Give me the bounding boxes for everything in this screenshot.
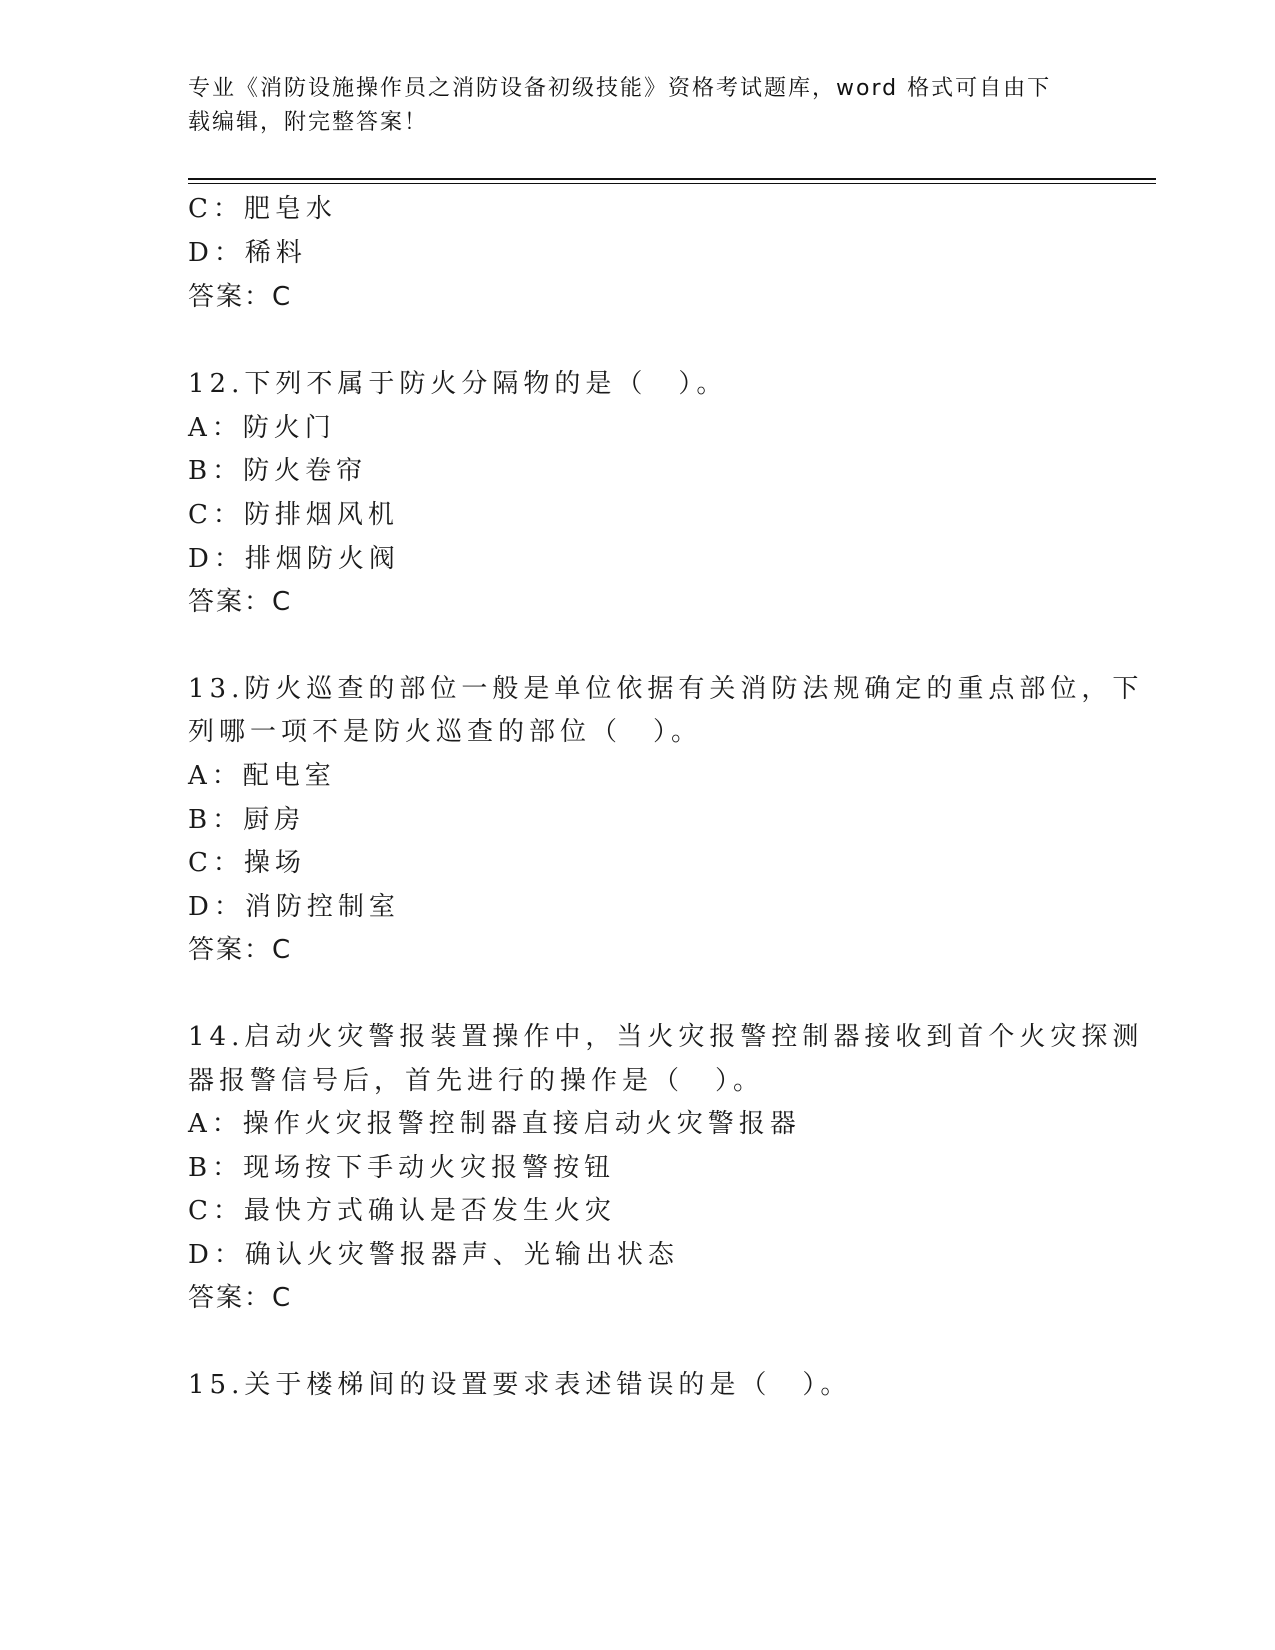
- question-14-option-c: C：最快方式确认是否发生火灾: [188, 1196, 616, 1226]
- option-d: D：稀料: [188, 238, 307, 268]
- question-12-option-a: A：防火门: [188, 413, 336, 443]
- question-15: 15.关于楼梯间的设置要求表述错误的是（ ）。: [188, 1370, 852, 1400]
- header-rule: [188, 178, 1156, 180]
- question-12-option-b: B：防火卷帘: [188, 456, 368, 486]
- question-12-answer: 答案：C: [188, 587, 293, 617]
- question-12-option-d: D：排烟防火阀: [188, 544, 400, 574]
- question-13-option-b: B：厨房: [188, 805, 306, 835]
- answer: 答案：C: [188, 282, 293, 312]
- question-13-answer: 答案：C: [188, 935, 293, 965]
- header-rule-thin: [188, 183, 1156, 184]
- question-14-line-1: 14.启动火灾警报装置操作中，当火灾报警控制器接收到首个火灾探测: [188, 1022, 1144, 1052]
- question-12: 12.下列不属于防火分隔物的是（ ）。: [188, 369, 728, 399]
- question-13-line-2: 列哪一项不是防火巡查的部位（ ）。: [188, 717, 703, 747]
- question-14-option-d: D：确认火灾警报器声、光输出状态: [188, 1240, 679, 1270]
- question-14-option-a: A：操作火灾报警控制器直接启动火灾警报器: [188, 1109, 801, 1139]
- question-14-option-b: B：现场按下手动火灾报警按钮: [188, 1153, 616, 1183]
- question-14-answer: 答案：C: [188, 1283, 293, 1313]
- question-12-option-c: C：防排烟风机: [188, 500, 399, 530]
- page-header: 专业《消防设施操作员之消防设备初级技能》资格考试题库，word 格式可自由下载编辑，附完整答案！: [188, 76, 1052, 135]
- question-13-option-c: C：操场: [188, 848, 306, 878]
- question-13-option-a: A：配电室: [188, 761, 336, 791]
- question-13-line-1: 13.防火巡查的部位一般是单位依据有关消防法规确定的重点部位，下: [188, 674, 1144, 704]
- option-c: C：肥皂水: [188, 194, 337, 224]
- question-13-option-d: D：消防控制室: [188, 892, 400, 922]
- question-14-line-2: 器报警信号后，首先进行的操作是（ ）。: [188, 1066, 765, 1096]
